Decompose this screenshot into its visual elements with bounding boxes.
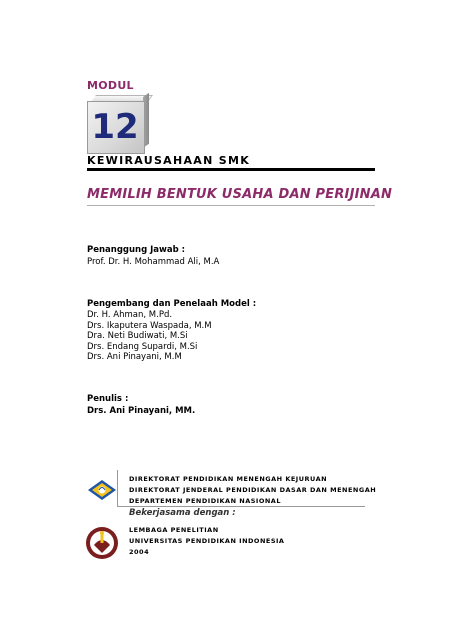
footer-divider-vertical	[117, 470, 118, 506]
list-item: Drs. Ikaputera Waspada, M.M	[87, 320, 212, 331]
pengembang-heading: Pengembang dan Penelaah Model :	[87, 299, 257, 309]
divider-thick	[87, 168, 375, 171]
list-item: Drs. Endang Supardi, M.Si	[87, 341, 198, 352]
penulis-name: Drs. Ani Pinayani, MM.	[87, 406, 196, 416]
penanggung-jawab-heading: Penanggung Jawab :	[87, 245, 186, 255]
directorate-line-2: DIREKTORAT JENDERAL PENDIDIKAN DASAR DAN MENENGAH	[129, 486, 377, 494]
directorate-line-1: DIREKTORAT PENDIDIKAN MENENGAH KEJURUAN	[129, 475, 328, 483]
list-item: Dra. Neti Budiwati, M.Si	[87, 331, 188, 341]
subject-title: KEWIRAUSAHAAN SMK	[87, 154, 251, 167]
module-number-cube	[87, 95, 149, 152]
module-number: 12	[91, 106, 139, 147]
modul-label: MODUL	[87, 79, 134, 92]
institution-line-2: UNIVERSITAS PENDIDIKAN INDONESIA	[129, 537, 285, 545]
publication-year: 2004	[129, 548, 150, 556]
divider-thin	[87, 205, 375, 206]
list-item: Drs. Ani Pinayani, M.M	[87, 352, 182, 362]
module-title: MEMILIH BENTUK USAHA DAN PERIJINAN	[87, 187, 393, 202]
institution-line-1: LEMBAGA PENELITIAN	[129, 526, 219, 534]
penanggung-jawab-name: Prof. Dr. H. Mohammad Ali, M.A	[87, 257, 220, 267]
list-item: Dr. H. Ahman, M.Pd.	[87, 310, 173, 320]
directorate-line-3: DEPARTEMEN PENDIDIKAN NASIONAL	[129, 497, 281, 505]
penulis-heading: Penulis :	[87, 394, 129, 404]
cooperation-label: Bekerjasama dengan :	[129, 508, 236, 518]
footer-divider-horizontal	[117, 506, 365, 507]
tut-wuri-handayani-logo	[86, 478, 118, 502]
pengembang-list	[87, 310, 212, 363]
upi-logo	[84, 525, 120, 561]
